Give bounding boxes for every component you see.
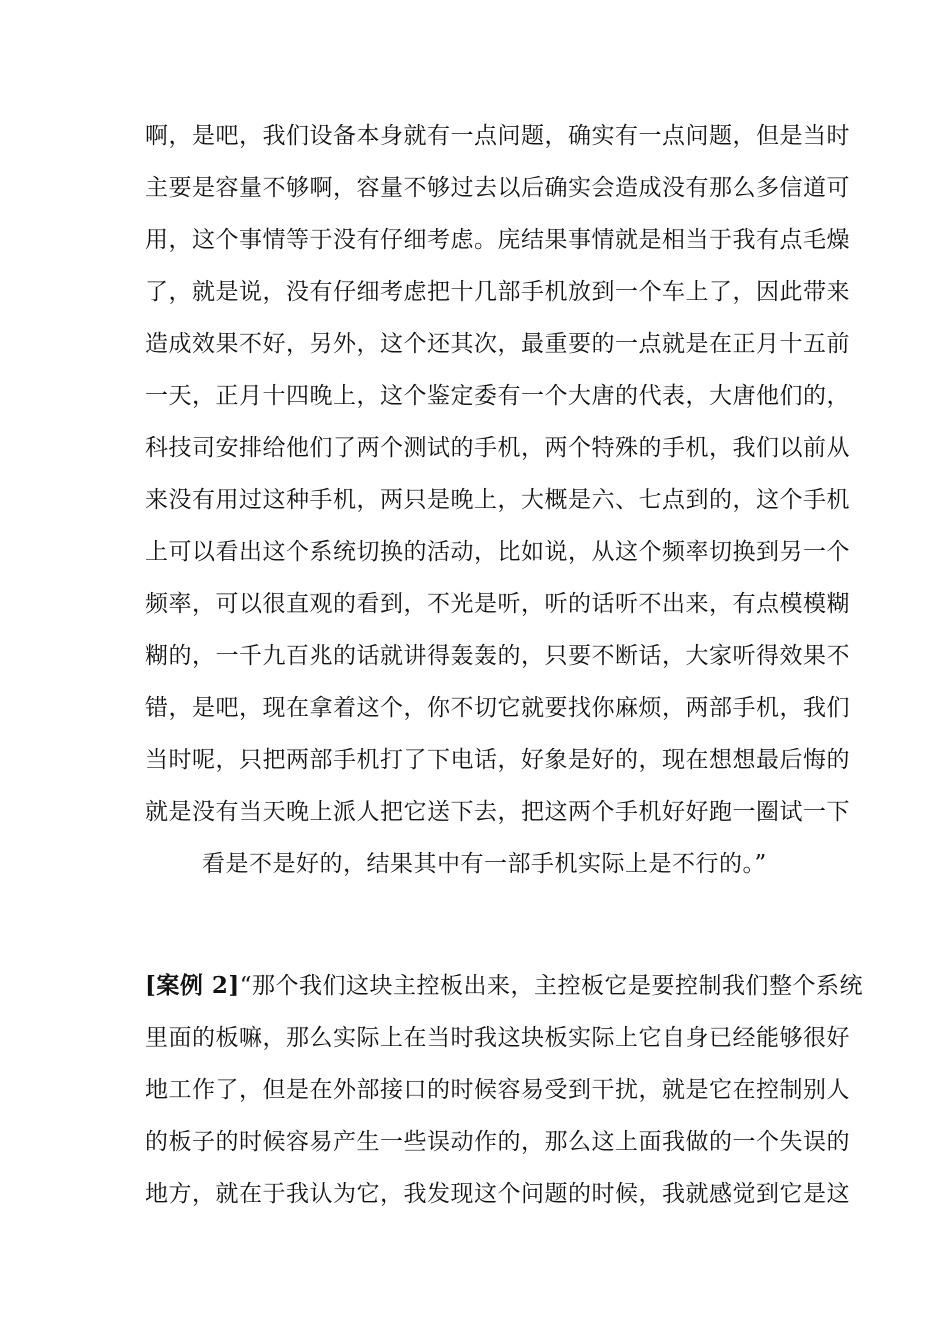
paragraph-last-line: 看是不是好的，结果其中有一部手机实际上是不行的。” <box>202 851 767 877</box>
paragraph-line: 错，是吧，现在拿着这个，你不切它就要找你麻烦，两部手机，我们 <box>145 695 850 721</box>
paragraph-line: 用，这个事情等于没有仔细考虑。庑结果事情就是相当于我有点毛燥 <box>145 227 850 253</box>
paragraph-line: 科技司安排给他们了两个测试的手机，两个特殊的手机，我们以前从 <box>145 435 850 461</box>
paragraph-line: 的板子的时候容易产生一些误动作的，那么这上面我做的一个失误的 <box>145 1129 850 1155</box>
paragraph-line: 啊，是吧，我们设备本身就有一点问题，确实有一点问题，但是当时 <box>145 123 850 149</box>
paragraph-line: 来没有用过这种手机，两只是晚上，大概是六、七点到的，这个手机 <box>145 487 850 513</box>
paragraph-first-line <box>145 971 864 1001</box>
paragraph-line: 当时呢，只把两部手机打了下电话，好象是好的，现在想想最后悔的 <box>145 747 850 773</box>
paragraph-line: 里面的板嘛，那么实际上在当时我这块板实际上它自身已经能够很好 <box>145 1025 850 1051</box>
paragraph-line: 上可以看出这个系统切换的活动，比如说，从这个频率切换到另一个 <box>145 539 850 565</box>
paragraph-line: 主要是容量不够啊，容量不够过去以后确实会造成没有那么多信道可 <box>145 175 850 201</box>
paragraph-line: 地工作了，但是在外部接口的时候容易受到干扰，就是它在控制别人 <box>145 1077 850 1103</box>
paragraph-line: 造成效果不好，另外，这个还其次，最重要的一点就是在正月十五前 <box>145 331 850 357</box>
paragraph-line: 糊的，一千九百兆的话就讲得轰轰的，只要不断话，大家听得效果不 <box>145 643 850 669</box>
paragraph-text: “那个我们这块主控板出来，主控板它是要控制我们整个系统 <box>239 973 864 999</box>
paragraph-line: 频率，可以很直观的看到，不光是听，听的话听不出来，有点模模糊 <box>145 591 850 617</box>
paragraph-line: 了，就是说，没有仔细考虑把十几部手机放到一个车上了，因此带来 <box>145 279 850 305</box>
paragraph-line: 就是没有当天晚上派人把它送下去，把这两个手机好好跑一圈试一下 <box>145 799 850 825</box>
case-label: [案例 2] <box>145 972 240 999</box>
paragraph-line: 一天，正月十四晚上，这个鉴定委有一个大唐的代表，大唐他们的， <box>145 383 850 409</box>
paragraph-line: 地方，就在于我认为它，我发现这个问题的时候，我就感觉到它是这 <box>145 1181 850 1207</box>
